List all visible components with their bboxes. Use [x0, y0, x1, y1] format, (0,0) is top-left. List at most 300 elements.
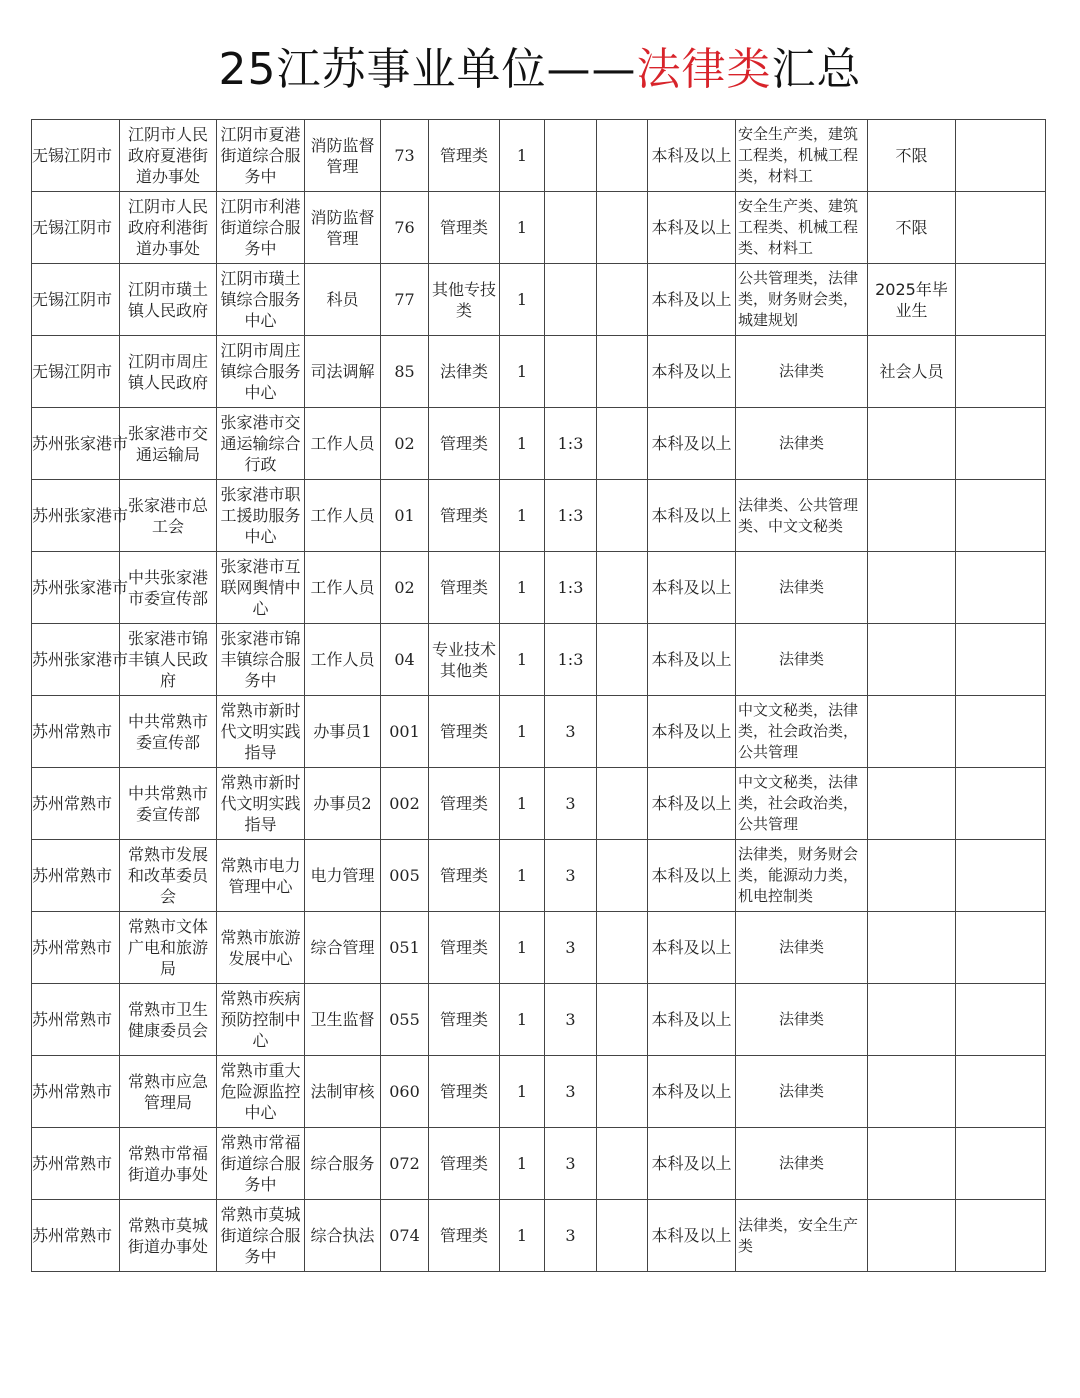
cell-type-text: 管理类: [439, 1154, 488, 1173]
cell-post-text: 工作人员: [310, 434, 375, 453]
cell-major-text: 公共管理类，法律类，财务财会类，城建规划: [738, 269, 859, 329]
cell-code: [381, 336, 429, 408]
cell-dept-text: 常熟市文体广电和旅游局: [127, 917, 208, 978]
cell-edu: [648, 264, 736, 336]
cell-num: [500, 624, 545, 696]
cell-dept-text: 中共张家港市委宣传部: [127, 567, 208, 608]
cell-post-text: 工作人员: [310, 650, 375, 669]
cell-last: [956, 192, 1046, 264]
cell-note: [868, 840, 956, 912]
table-row: [32, 192, 1046, 264]
cell-dept: [120, 912, 217, 984]
cell-num-text: 1: [516, 1226, 528, 1245]
cell-post: [305, 984, 381, 1056]
cell-type: [429, 408, 500, 480]
cell-unit-text: 江阴市璜土镇综合服务中心: [220, 269, 301, 330]
cell-ratio: [545, 696, 597, 768]
cell-city-text: 无锡江阴市: [32, 146, 113, 165]
cell-last: [956, 1128, 1046, 1200]
cell-note: [868, 264, 956, 336]
cell-city-text: 苏州常熟市: [32, 938, 113, 957]
cell-major: [736, 120, 868, 192]
cell-edu: [648, 336, 736, 408]
cell-major: [736, 336, 868, 408]
cell-last: [956, 696, 1046, 768]
cell-city-text: 苏州常熟市: [32, 1226, 113, 1245]
cell-last: [956, 1200, 1046, 1272]
cell-post: [305, 624, 381, 696]
cell-city-text: 苏州常熟市: [32, 1010, 113, 1029]
cell-city-text: 苏州常熟市: [32, 722, 113, 741]
cell-dept: [120, 408, 217, 480]
cell-unit-text: 常熟市常福街道综合服务中: [220, 1133, 301, 1194]
page-title: [0, 38, 1080, 102]
cell-post: [305, 480, 381, 552]
cell-type-text: 其他专技类: [431, 279, 496, 320]
cell-major: [736, 1128, 868, 1200]
cell-major-text: 法律类: [778, 578, 824, 596]
cell-code: [381, 768, 429, 840]
table-row: [32, 840, 1046, 912]
table-row: [32, 1200, 1046, 1272]
cell-major-text: 法律类: [778, 434, 824, 452]
cell-type: [429, 696, 500, 768]
cell-code-text: 85: [394, 362, 415, 381]
cell-last: [956, 264, 1046, 336]
cell-edu-text: 本科及以上: [651, 506, 732, 525]
cell-unit: [217, 696, 305, 768]
cell-edu: [648, 1056, 736, 1128]
cell-num-text: 1: [516, 1010, 528, 1029]
cell-edu-text: 本科及以上: [651, 794, 732, 813]
cell-num-text: 1: [516, 578, 528, 597]
cell-post-text: 综合执法: [310, 1226, 375, 1245]
cell-code-text: 051: [389, 938, 420, 957]
cell-num-text: 1: [516, 146, 528, 165]
cell-blank: [597, 768, 648, 840]
cell-code-text: 055: [389, 1010, 420, 1029]
cell-type-text: 管理类: [439, 578, 488, 597]
cell-edu: [648, 696, 736, 768]
cell-dept: [120, 480, 217, 552]
cell-note: [868, 336, 956, 408]
cell-ratio-text: 1:3: [557, 578, 584, 597]
cell-type: [429, 192, 500, 264]
cell-note: [868, 192, 956, 264]
cell-code-text: 73: [394, 146, 415, 165]
cell-code: [381, 408, 429, 480]
cell-num-text: 1: [516, 866, 528, 885]
cell-dept-text: 中共常熟市委宣传部: [127, 783, 208, 824]
cell-blank: [597, 840, 648, 912]
cell-ratio-text: 1:3: [557, 434, 584, 453]
cell-blank: [597, 264, 648, 336]
cell-dept-text: 常熟市应急管理局: [127, 1071, 208, 1112]
cell-major-text: 法律类: [778, 650, 824, 668]
cell-note: [868, 408, 956, 480]
cell-type-text: 管理类: [439, 722, 488, 741]
cell-major: [736, 768, 868, 840]
cell-type: [429, 336, 500, 408]
cell-unit-text: 常熟市重大危险源监控中心: [220, 1061, 301, 1122]
cell-edu: [648, 480, 736, 552]
table-row: [32, 552, 1046, 624]
cell-post-text: 办事员1: [313, 722, 372, 741]
cell-city-text: 无锡江阴市: [32, 362, 113, 381]
cell-code: [381, 984, 429, 1056]
cell-ratio-text: 3: [565, 722, 576, 741]
cell-code-text: 074: [389, 1226, 420, 1245]
cell-code-text: 02: [394, 434, 415, 453]
cell-code: [381, 696, 429, 768]
cell-unit: [217, 984, 305, 1056]
cell-unit: [217, 840, 305, 912]
cell-city: [32, 624, 129, 696]
cell-major: [736, 696, 868, 768]
cell-major: [736, 552, 868, 624]
cell-unit: [217, 552, 305, 624]
cell-ratio: [545, 840, 597, 912]
cell-num-text: 1: [516, 362, 528, 381]
cell-edu: [648, 840, 736, 912]
cell-ratio: [545, 552, 597, 624]
cell-type-text: 管理类: [439, 794, 488, 813]
cell-major-text: 法律类: [778, 1010, 824, 1028]
cell-edu-text: 本科及以上: [651, 1154, 732, 1173]
cell-num-text: 1: [516, 650, 528, 669]
cell-num: [500, 840, 545, 912]
cell-edu-text: 本科及以上: [651, 650, 732, 669]
cell-blank: [597, 912, 648, 984]
cell-blank: [597, 1056, 648, 1128]
cell-city: [32, 840, 120, 912]
cell-note-text: 不限: [895, 146, 928, 165]
cell-type: [429, 912, 500, 984]
cell-code: [381, 1128, 429, 1200]
cell-edu: [648, 552, 736, 624]
cell-edu-text: 本科及以上: [651, 722, 732, 741]
cell-post: [305, 552, 381, 624]
cell-blank: [597, 1200, 648, 1272]
cell-unit: [217, 120, 305, 192]
cell-major-text: 法律类、公共管理类、中文文秘类: [738, 495, 859, 535]
cell-num: [500, 768, 545, 840]
cell-major-text: 法律类，安全生产类: [738, 1215, 859, 1255]
cell-code: [381, 264, 429, 336]
cell-dept: [120, 120, 217, 192]
cell-note: [868, 552, 956, 624]
cell-edu-text: 本科及以上: [651, 434, 732, 453]
cell-post-text: 法制审核: [310, 1082, 375, 1101]
cell-unit: [217, 480, 305, 552]
cell-city-text: 苏州常熟市: [32, 866, 113, 885]
cell-edu: [648, 624, 736, 696]
cell-type: [429, 1128, 500, 1200]
cell-dept-text: 张家港市总工会: [127, 495, 208, 536]
cell-edu: [648, 768, 736, 840]
cell-note-text: 2025年毕业生: [875, 279, 948, 320]
cell-dept-text: 江阴市周庄镇人民政府: [127, 351, 208, 392]
cell-code: [381, 624, 429, 696]
table-row: [32, 1128, 1046, 1200]
cell-city: [32, 912, 120, 984]
cell-note: [868, 120, 956, 192]
cell-type-text: 法律类: [439, 362, 488, 381]
cell-edu: [648, 120, 736, 192]
cell-last: [956, 768, 1046, 840]
cell-type: [429, 480, 500, 552]
cell-last: [956, 984, 1046, 1056]
cell-post-text: 消防监督管理: [310, 207, 375, 248]
cell-post-text: 办事员2: [313, 794, 372, 813]
cell-post-text: 工作人员: [310, 506, 375, 525]
cell-post: [305, 1056, 381, 1128]
cell-post: [305, 768, 381, 840]
cell-last: [956, 120, 1046, 192]
cell-type: [429, 840, 500, 912]
cell-ratio: [545, 912, 597, 984]
table-row: [32, 408, 1046, 480]
cell-unit: [217, 408, 305, 480]
title-suffix: 汇总: [771, 44, 862, 95]
table-row: [32, 120, 1046, 192]
cell-note: [868, 480, 956, 552]
cell-num-text: 1: [516, 290, 528, 309]
cell-unit: [217, 768, 305, 840]
cell-last: [956, 1056, 1046, 1128]
cell-post: [305, 192, 381, 264]
cell-blank: [597, 192, 648, 264]
cell-unit-text: 常熟市电力管理中心: [220, 855, 301, 896]
cell-type: [429, 120, 500, 192]
cell-num: [500, 264, 545, 336]
cell-major: [736, 984, 868, 1056]
cell-note: [868, 696, 956, 768]
cell-dept: [120, 552, 217, 624]
cell-blank: [597, 120, 648, 192]
cell-city: [32, 264, 120, 336]
cell-city: [32, 336, 120, 408]
cell-code-text: 76: [394, 218, 415, 237]
cell-ratio-text: 3: [565, 1154, 576, 1173]
cell-type: [429, 768, 500, 840]
cell-type: [429, 1056, 500, 1128]
cell-code-text: 77: [394, 290, 415, 309]
cell-dept-text: 江阴市璜土镇人民政府: [127, 279, 208, 320]
table-body: [32, 120, 1046, 1272]
cell-num: [500, 1056, 545, 1128]
cell-unit-text: 常熟市新时代文明实践指导: [220, 773, 301, 834]
cell-ratio-text: 3: [565, 938, 576, 957]
cell-code: [381, 480, 429, 552]
cell-blank: [597, 408, 648, 480]
cell-note: [868, 1200, 956, 1272]
cell-num-text: 1: [516, 938, 528, 957]
cell-last: [956, 336, 1046, 408]
cell-city-text: 苏州张家港市: [32, 434, 129, 453]
cell-edu-text: 本科及以上: [651, 866, 732, 885]
cell-post: [305, 408, 381, 480]
cell-unit: [217, 1128, 305, 1200]
cell-code: [381, 1056, 429, 1128]
table-row: [32, 480, 1046, 552]
cell-dept: [120, 840, 217, 912]
cell-code: [381, 912, 429, 984]
cell-unit-text: 江阴市夏港街道综合服务中: [220, 125, 301, 186]
cell-unit-text: 江阴市利港街道综合服务中: [220, 197, 301, 258]
cell-post: [305, 120, 381, 192]
cell-code-text: 01: [394, 506, 415, 525]
cell-city: [32, 192, 120, 264]
cell-dept-text: 中共常熟市委宣传部: [127, 711, 208, 752]
cell-code-text: 002: [389, 794, 420, 813]
table-row: [32, 696, 1046, 768]
table-row: [32, 984, 1046, 1056]
cell-dept: [120, 696, 217, 768]
cell-city: [32, 552, 129, 624]
table-row: [32, 336, 1046, 408]
cell-num: [500, 192, 545, 264]
cell-ratio: [545, 120, 597, 192]
cell-note: [868, 912, 956, 984]
cell-major: [736, 192, 868, 264]
cell-blank: [597, 984, 648, 1056]
cell-note-text: 不限: [895, 218, 928, 237]
cell-code: [381, 552, 429, 624]
cell-type-text: 管理类: [439, 218, 488, 237]
cell-blank: [597, 552, 648, 624]
cell-city-text: 苏州张家港市: [32, 506, 129, 525]
cell-num: [500, 120, 545, 192]
cell-type-text: 专业技术其他类: [431, 639, 496, 680]
cell-type: [429, 552, 500, 624]
cell-major: [736, 480, 868, 552]
cell-ratio: [545, 768, 597, 840]
cell-edu-text: 本科及以上: [651, 290, 732, 309]
cell-city: [32, 1128, 120, 1200]
cell-post-text: 电力管理: [310, 866, 375, 885]
cell-edu: [648, 984, 736, 1056]
cell-ratio-text: 3: [565, 794, 576, 813]
cell-city-text: 无锡江阴市: [32, 218, 113, 237]
cell-num: [500, 336, 545, 408]
cell-city: [32, 984, 120, 1056]
cell-ratio: [545, 1200, 597, 1272]
cell-dept: [120, 1056, 217, 1128]
cell-type-text: 管理类: [439, 146, 488, 165]
cell-post: [305, 696, 381, 768]
cell-num-text: 1: [516, 1154, 528, 1173]
cell-post: [305, 840, 381, 912]
cell-num-text: 1: [516, 1082, 528, 1101]
cell-code-text: 001: [389, 722, 420, 741]
cell-unit-text: 张家港市职工援助服务中心: [220, 485, 301, 546]
table-row: [32, 624, 1046, 696]
cell-last: [956, 624, 1046, 696]
cell-num-text: 1: [516, 434, 528, 453]
cell-city: [32, 696, 120, 768]
cell-type-text: 管理类: [439, 1082, 488, 1101]
cell-last: [956, 480, 1046, 552]
cell-post-text: 卫生监督: [310, 1010, 375, 1029]
cell-dept-text: 常熟市常福街道办事处: [127, 1143, 208, 1184]
cell-code-text: 060: [389, 1082, 420, 1101]
cell-edu-text: 本科及以上: [651, 578, 732, 597]
cell-dept-text: 常熟市莫城街道办事处: [127, 1215, 208, 1256]
cell-note: [868, 984, 956, 1056]
cell-num: [500, 480, 545, 552]
cell-city-text: 苏州张家港市: [32, 578, 129, 597]
cell-code: [381, 192, 429, 264]
cell-post-text: 综合服务: [310, 1154, 375, 1173]
cell-post-text: 科员: [326, 290, 359, 309]
cell-city: [32, 1200, 120, 1272]
cell-type: [429, 1200, 500, 1272]
cell-dept-text: 张家港市锦丰镇人民政府: [127, 629, 208, 690]
cell-major: [736, 264, 868, 336]
cell-unit: [217, 1056, 305, 1128]
cell-edu-text: 本科及以上: [651, 146, 732, 165]
cell-dept: [120, 624, 217, 696]
cell-post: [305, 1128, 381, 1200]
cell-major: [736, 408, 868, 480]
table-row: [32, 912, 1046, 984]
table-row: [32, 768, 1046, 840]
cell-ratio-text: 1:3: [557, 650, 584, 669]
cell-code: [381, 840, 429, 912]
cell-edu-text: 本科及以上: [651, 1082, 732, 1101]
cell-major: [736, 1200, 868, 1272]
cell-num: [500, 696, 545, 768]
title-highlight: 法律类: [636, 44, 772, 95]
cell-type-text: 管理类: [439, 1226, 488, 1245]
cell-major-text: 法律类，财务财会类，能源动力类，机电控制类: [738, 845, 859, 905]
cell-ratio-text: 3: [565, 866, 576, 885]
cell-last: [956, 408, 1046, 480]
cell-dept: [120, 984, 217, 1056]
cell-major: [736, 1056, 868, 1128]
cell-last: [956, 840, 1046, 912]
cell-dept-text: 张家港市交通运输局: [127, 423, 208, 464]
cell-major-text: 中文文秘类，法律类，社会政治类，公共管理: [738, 701, 859, 761]
cell-edu-text: 本科及以上: [651, 938, 732, 957]
cell-blank: [597, 624, 648, 696]
cell-code-text: 04: [394, 650, 415, 669]
cell-city-text: 苏州常熟市: [32, 1082, 113, 1101]
cell-blank: [597, 1128, 648, 1200]
cell-num: [500, 912, 545, 984]
cell-dept: [120, 1200, 217, 1272]
cell-dept: [120, 1128, 217, 1200]
cell-major: [736, 912, 868, 984]
cell-unit-text: 张家港市锦丰镇综合服务中: [220, 629, 301, 690]
cell-ratio: [545, 336, 597, 408]
cell-unit: [217, 264, 305, 336]
cell-post: [305, 336, 381, 408]
cell-code: [381, 1200, 429, 1272]
cell-num: [500, 1128, 545, 1200]
cell-blank: [597, 696, 648, 768]
cell-edu-text: 本科及以上: [651, 218, 732, 237]
cell-dept: [120, 264, 217, 336]
cell-major: [736, 840, 868, 912]
cell-unit: [217, 192, 305, 264]
cell-ratio: [545, 1128, 597, 1200]
cell-last: [956, 552, 1046, 624]
cell-ratio-text: 3: [565, 1226, 576, 1245]
cell-ratio: [545, 984, 597, 1056]
cell-ratio: [545, 264, 597, 336]
